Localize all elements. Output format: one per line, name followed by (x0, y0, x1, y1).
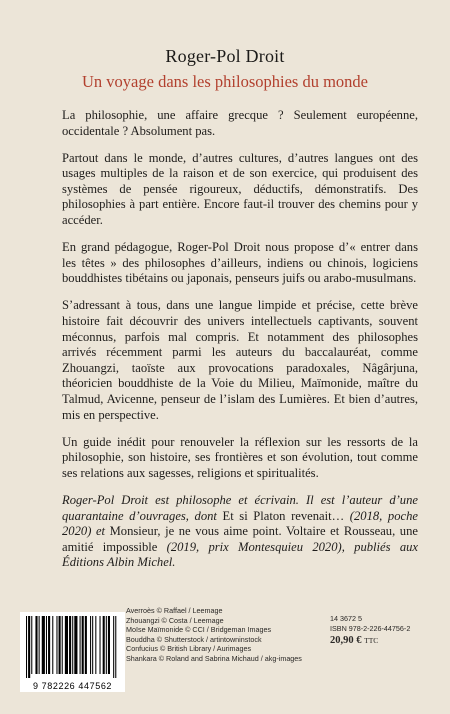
bio-book-title: Et si Platon revenait… (222, 508, 345, 523)
barcode-bar (62, 616, 63, 674)
credit-line: Shankara © Roland and Sabrina Michaud / akg-images (126, 653, 302, 663)
barcode-bar (106, 616, 107, 674)
isbn-text: ISBN 978-2-226-44756-2 (330, 624, 411, 633)
publisher-info (330, 614, 440, 646)
barcode-bar (69, 616, 71, 674)
credit-line: Zhouangzi © Costa / Leemage (126, 615, 224, 625)
barcode-bar (28, 616, 30, 678)
blurb-paragraph: En grand pédagogue, Roger-Pol Droit nous propose d’« entrer dans les têtes » des philosophes d’ailleurs, indiens ou chinois, logiciens bouddhistes tibétains ou japonais, penseurs juifs ou arabo-musulmans. (62, 240, 418, 286)
barcode-bar (72, 616, 73, 674)
barcode-bar (31, 616, 32, 674)
barcode-bar (74, 616, 77, 674)
barcode-bar (26, 616, 27, 678)
barcode-bar (95, 616, 96, 674)
barcode-bar (56, 616, 57, 674)
blurb-paragraph: La philosophie, une affaire grecque ? Seulement européenne, occidentale ? Absolument pas. (62, 108, 418, 138)
blurb-paragraph: S’adressant à tous, dans une langue limpide et précise, cette brève histoire fait découvrir des univers intellectuels captivants, souvent méconnus, parfois mal compris. Et notamment des philosophes arrivés récemment parmi les auteurs du baccalauréat, comme Zhouangzi, taoïste aux provocations paradoxales, Nâgârjuna, théoricien bouddhiste de la Voie du Milieu, Maïmonide, maître du Talmud, Avicenne, penseur de l’islam des Lumières. Et bien d’autres, mis en perspective. (62, 298, 418, 422)
bio-text: (2019, prix Montesquieu 2020), publiés aux Éditions Albin Michel. (62, 539, 418, 570)
blurb-text (62, 108, 418, 571)
bio-text: Roger-Pol Droit est philosophe et écrivain. Il est l’auteur d’une quarantaine d’ouvrages, dont (62, 492, 418, 523)
blurb-paragraph: Un guide inédit pour renouveler la réflexion sur les ressorts de la philosophie, son histoire, ses frontières et son évolution, tout comme ses relations aux sagesses, religions et spiritualités. (62, 434, 418, 480)
bio-text: (2018, poche 2020) et (62, 508, 418, 539)
price-value: 20,90 € (330, 635, 362, 646)
barcode-bar (39, 616, 40, 674)
barcode-bar (42, 616, 45, 674)
barcode-bar (115, 616, 116, 678)
author-name: Roger-Pol Droit (165, 46, 285, 66)
barcode-bar (46, 616, 47, 674)
barcode-bar (80, 616, 81, 674)
barcode-bar (100, 616, 101, 674)
barcode-number: 9 782226 447562 (32, 681, 113, 691)
barcode-bar (48, 616, 50, 674)
barcode-bar (92, 616, 93, 674)
barcode-bar (52, 616, 53, 674)
barcode-bar (108, 616, 110, 674)
barcode-bar (59, 616, 61, 674)
credit-line: Bouddha © Shutterstock / artintowninstock (126, 634, 262, 644)
barcode-bar (103, 616, 105, 674)
publisher-code: 14 3672 5 (330, 614, 362, 623)
barcode-bar (65, 616, 68, 674)
author-bio (62, 493, 418, 571)
barcode-bar (82, 616, 84, 674)
barcode-bar (113, 616, 114, 678)
price-suffix: TTC (364, 636, 379, 645)
isbn-barcode (20, 612, 125, 692)
barcode-bar (90, 616, 91, 674)
credit-line: Moïse Maïmonide © CCI / Bridgeman Images (126, 625, 272, 635)
barcode-bar (35, 616, 37, 674)
credit-line: Averroès © Raffael / Leemage (126, 606, 223, 615)
barcode-bar (85, 616, 87, 674)
price (330, 636, 440, 646)
book-subtitle: Un voyage dans les philosophies du monde (82, 72, 368, 91)
image-credits (126, 606, 326, 664)
bio-book-title: Monsieur, je ne vous aime point. Voltaire et Rousseau, une amitié impossible (62, 524, 418, 554)
blurb-paragraph: Partout dans le monde, d’autres cultures, d’autres langues ont des usages multiples de la raison et de son exercice, qui produisent des systèmes de pensée rigoureux, déductifs, démonstratifs. Des philosophies à part entière. Encore faut-il trouver des chemins pour y accéder. (62, 150, 418, 228)
credit-line: Confucius © British Library / Aurimages (126, 644, 252, 654)
barcode-bars (20, 612, 125, 680)
